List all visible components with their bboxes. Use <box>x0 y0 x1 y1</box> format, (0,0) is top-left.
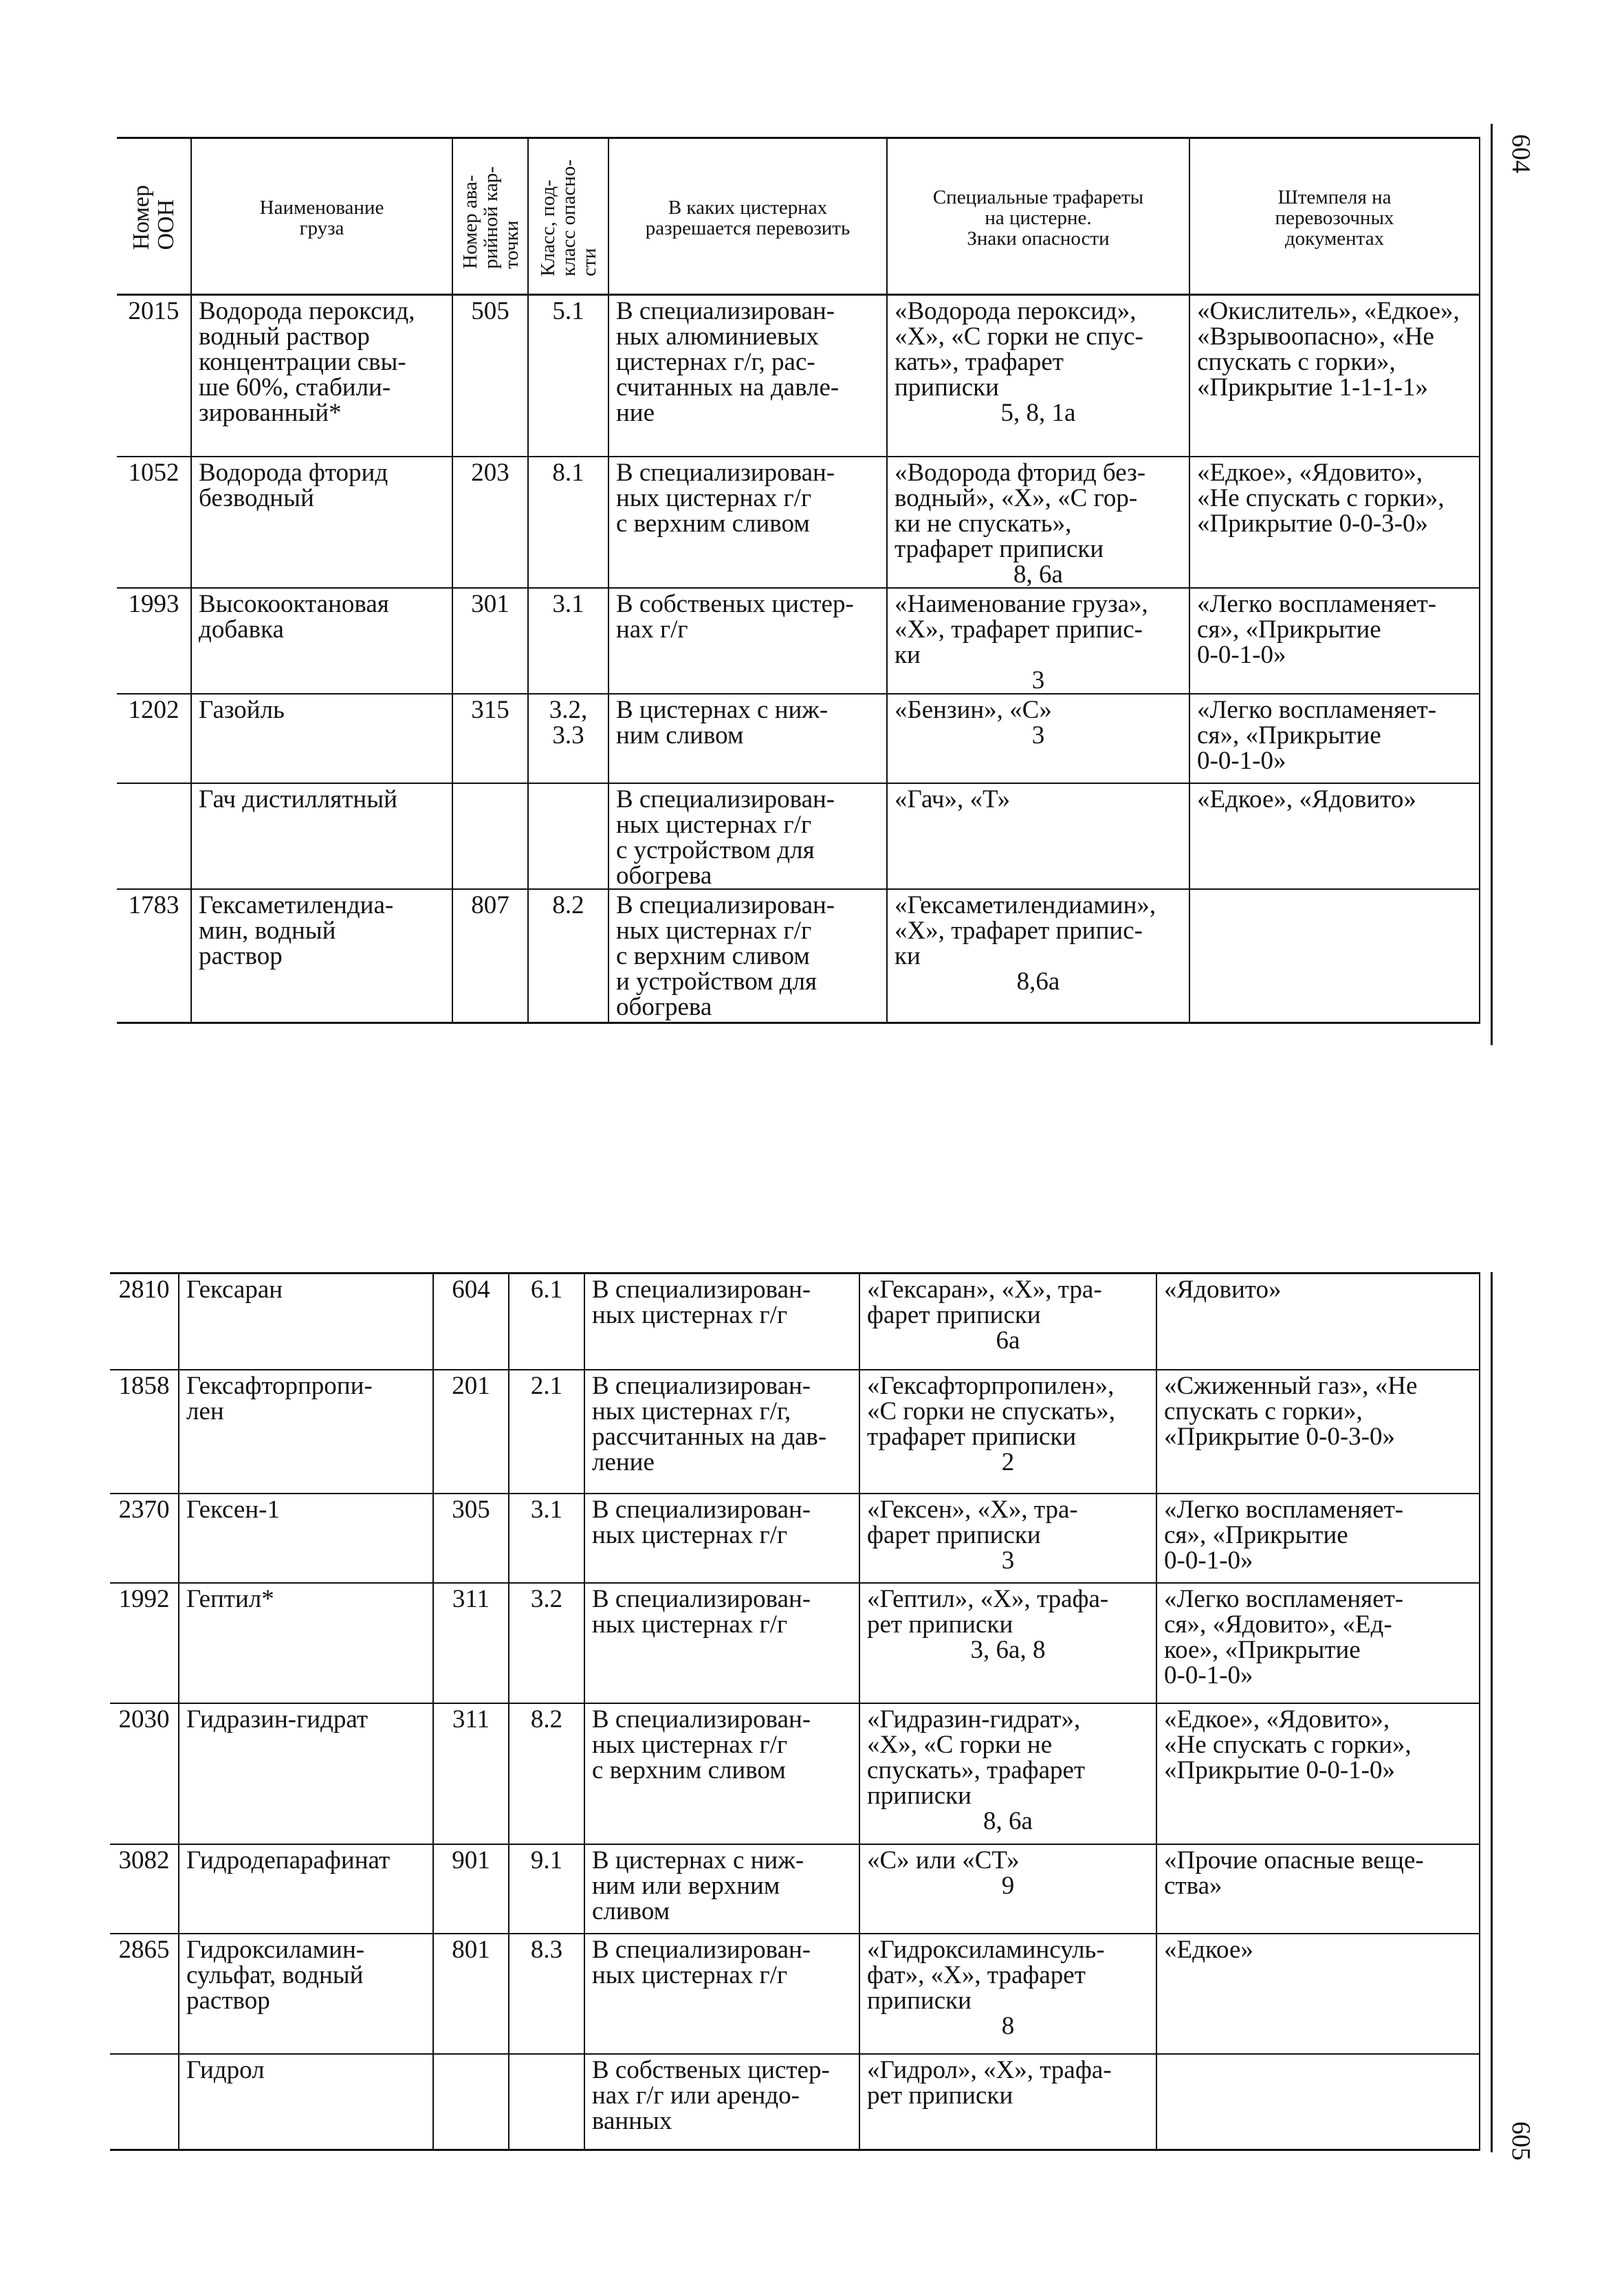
cargo-name-cell-text: Газойль <box>199 695 285 724</box>
table-row <box>117 783 1480 889</box>
table-row <box>117 295 1480 457</box>
tanks-cell <box>584 1370 859 1494</box>
hazard-signs-text: 2 <box>1001 1447 1015 1476</box>
cargo-name-cell <box>191 457 452 588</box>
emergency-card-cell <box>452 889 528 1023</box>
emergency-card-cell-text: 311 <box>452 1705 490 1734</box>
emergency-card-cell-text: 305 <box>452 1495 490 1524</box>
emergency-card-cell <box>452 694 528 783</box>
tanks-cell-text: В цистернах с ниж- ним или верхним сливом <box>592 1846 804 1925</box>
dangerous-goods-table-top <box>117 137 1480 1024</box>
tanks-cell <box>584 1703 859 1844</box>
stencil-cell <box>859 1583 1156 1703</box>
hazard-class-cell-text: 5.1 <box>552 297 584 325</box>
un-number-cell <box>110 1583 179 1703</box>
hazard-class-cell <box>528 694 608 783</box>
hazard-signs-text: 8 <box>1001 2011 1015 2040</box>
cargo-name-cell-text: Гидразин-гидрат <box>186 1705 369 1734</box>
emergency-card-cell-text: 301 <box>471 589 509 618</box>
table-row <box>117 889 1480 1023</box>
cargo-name-cell-text: Гидродепарафинат <box>186 1846 391 1874</box>
stencil-cell <box>859 1494 1156 1583</box>
hazard-class-cell-text: 3.1 <box>530 1495 563 1524</box>
emergency-card-cell-text: 311 <box>452 1584 490 1613</box>
stencil-cell <box>887 457 1189 588</box>
un-number-cell <box>117 295 191 457</box>
stencil-cell-text: «Гексаметилендиамин», «Х», трафарет припис- ки <box>895 890 1156 970</box>
table-row <box>110 1934 1480 2054</box>
un-number-cell <box>117 694 191 783</box>
table-row <box>110 1844 1480 1934</box>
page-number-604: 604 <box>1506 134 1535 173</box>
cargo-name-cell-text: Высокооктановая добавка <box>199 589 389 644</box>
stamps-cell-text: «Легко воспламеняет- ся», «Прикрытие 0-0-1-0» <box>1197 589 1437 669</box>
un-number-cell <box>110 1494 179 1583</box>
hazard-class-cell <box>528 889 608 1023</box>
cargo-name-cell <box>179 2054 433 2150</box>
tanks-cell-text: В специализирован- ных цистернах г/г <box>592 1935 811 1989</box>
tanks-cell <box>584 1273 859 1370</box>
un-number-cell-text: 1993 <box>128 589 179 618</box>
stencil-cell <box>859 1703 1156 1844</box>
stencil-cell <box>859 1370 1156 1494</box>
emergency-card-cell <box>452 295 528 457</box>
stamps-cell-text: «Едкое», «Ядовито» <box>1197 785 1416 813</box>
hazard-class-cell-text: 2.1 <box>530 1371 563 1400</box>
stamps-cell <box>1156 1370 1480 1494</box>
hazard-class-cell <box>509 1494 584 1583</box>
table-row <box>117 588 1480 694</box>
hazard-signs-text: 3, 6а, 8 <box>970 1635 1046 1664</box>
cargo-name-cell <box>179 1934 433 2054</box>
table-row <box>117 694 1480 783</box>
un-number-cell-text: 1202 <box>128 695 179 724</box>
tanks-cell <box>608 889 887 1023</box>
emergency-card-cell <box>433 1370 509 1494</box>
table-row <box>110 1703 1480 1844</box>
tanks-cell <box>608 783 887 889</box>
tanks-cell-text: В цистернах с ниж- ним сливом <box>616 695 829 750</box>
stencil-cell-text: «Гидразин-гидрат», «Х», «С горки не спускать», трафарет приписки <box>867 1705 1086 1810</box>
un-number-cell-text: 1858 <box>118 1371 170 1400</box>
stencil-cell-text: «С» или «СТ» <box>867 1846 1020 1874</box>
hazard-signs-text: 6а <box>996 1326 1020 1355</box>
stamps-cell-text: «Едкое», «Ядовито», «Не спускать с горки», «Прикрытие 0-0-3-0» <box>1197 458 1445 538</box>
tanks-cell-text: В специализирован- ных цистернах г/г с верхним сливом <box>592 1705 811 1784</box>
emergency-card-cell <box>433 1844 509 1934</box>
stamps-cell-text: «Едкое» <box>1164 1935 1253 1964</box>
un-number-cell <box>110 1703 179 1844</box>
hazard-signs-text: 8, 6а <box>1013 560 1063 589</box>
hazard-signs-text: 3 <box>1031 721 1045 750</box>
cargo-name-cell-text: Гексаран <box>186 1276 283 1304</box>
stamps-cell-text: «Прочие опасные веще- ства» <box>1164 1846 1424 1900</box>
emergency-card-cell-text: 901 <box>452 1846 490 1874</box>
stencil-cell <box>887 588 1189 694</box>
tanks-cell <box>608 457 887 588</box>
header-hazard-class: Класс, под- класс опасно- сти <box>528 138 608 295</box>
stencil-cell-text: «Гексафторпропилен», «С горки не спускать», трафарет приписки <box>867 1371 1116 1451</box>
tanks-cell <box>608 588 887 694</box>
un-number-cell-text: 1783 <box>128 890 179 919</box>
hazard-class-cell <box>509 1703 584 1844</box>
hazard-class-cell <box>509 1273 584 1370</box>
emergency-card-cell-text: 505 <box>471 297 509 325</box>
cargo-name-cell-text: Гексафторпропи- лен <box>186 1371 373 1425</box>
table-row <box>110 2054 1480 2150</box>
cargo-name-cell-text: Гидрол <box>186 2055 265 2084</box>
emergency-card-cell <box>452 588 528 694</box>
stamps-cell-text: «Ядовито» <box>1164 1276 1282 1304</box>
hazard-class-cell <box>509 1844 584 1934</box>
un-number-cell <box>110 1934 179 2054</box>
cargo-name-cell <box>179 1494 433 1583</box>
stencil-cell <box>859 1273 1156 1370</box>
stamps-cell-text: «Сжиженный газ», «Не спускать с горки», «Прикрытие 0-0-3-0» <box>1164 1371 1418 1451</box>
hazard-signs-text: 3 <box>1031 666 1045 695</box>
table-row <box>117 457 1480 588</box>
cargo-name-cell <box>191 295 452 457</box>
un-number-cell-text: 2865 <box>118 1935 170 1964</box>
stencil-cell-text: «Гач», «Т» <box>895 785 1011 813</box>
hazard-signs-text: 9 <box>1001 1871 1015 1900</box>
stamps-cell <box>1156 1703 1480 1844</box>
tanks-cell-text: В специализирован- ных цистернах г/г <box>592 1495 811 1549</box>
tanks-cell-text: В специализирован- ных цистернах г/г, рассчитанных на дав- ление <box>592 1371 827 1476</box>
stencil-cell-text: «Гептил», «Х», трафа- рет приписки <box>867 1584 1109 1639</box>
un-number-cell <box>110 1370 179 1494</box>
stamps-cell <box>1189 588 1480 694</box>
table-header-row <box>117 138 1480 295</box>
stencil-cell <box>887 295 1189 457</box>
tanks-cell-text: В специализирован- ных цистернах г/г с устройством для обогрева <box>616 785 835 890</box>
stamps-cell-text: «Окислитель», «Едкое», «Взрывоопасно», «Не спускать с горки», «Прикрытие 1-1-1-1» <box>1197 297 1460 402</box>
stencil-cell-text: «Бензин», «С» <box>895 695 1052 724</box>
cargo-name-cell <box>179 1583 433 1703</box>
un-number-cell-text: 1052 <box>128 458 179 487</box>
table-row <box>110 1273 1480 1370</box>
stencil-cell <box>887 694 1189 783</box>
cargo-name-cell-text: Гексаметилендиа- мин, водный раствор <box>199 890 394 970</box>
hazard-class-cell-text: 9.1 <box>530 1846 563 1874</box>
hazard-class-cell <box>509 2054 584 2150</box>
emergency-card-cell-text: 203 <box>471 458 509 487</box>
emergency-card-cell <box>433 1934 509 2054</box>
hazard-class-cell <box>509 1583 584 1703</box>
header-stencils: Специальные трафареты на цистерне. Знаки опасности <box>887 138 1189 295</box>
tanks-cell-text: В специализирован- ных цистернах г/г с верхним сливом и устройством для обогрева <box>616 890 835 1021</box>
header-un-number: Номер ООН <box>117 138 191 295</box>
emergency-card-cell-text: 315 <box>471 695 509 724</box>
stencil-cell-text: «Гидрол», «Х», трафа- рет приписки <box>867 2055 1112 2110</box>
un-number-cell <box>117 457 191 588</box>
header-stamps: Штемпеля на перевозочных документах <box>1189 138 1480 295</box>
cargo-name-cell <box>179 1370 433 1494</box>
cargo-name-cell <box>191 694 452 783</box>
stamps-cell-text: «Легко воспламеняет- ся», «Прикрытие 0-0-1-0» <box>1164 1495 1404 1575</box>
tanks-cell-text: В собственых цистер- нах г/г <box>616 589 854 644</box>
stencil-cell-text: «Гексаран», «Х», тра- фарет приписки <box>867 1276 1102 1329</box>
hazard-class-cell <box>528 295 608 457</box>
stamps-cell <box>1156 1583 1480 1703</box>
table-row <box>110 1494 1480 1583</box>
stamps-cell <box>1156 1934 1480 2054</box>
page-edge-rule-bottom <box>1491 1272 1493 2152</box>
stencil-cell-text: «Водорода фторид без- водный», «Х», «С гор- ки не спускать», трафарет приписки <box>895 458 1146 563</box>
cargo-name-cell <box>179 1703 433 1844</box>
emergency-card-cell-text: 604 <box>452 1276 490 1304</box>
hazard-class-cell <box>509 1934 584 2054</box>
tanks-cell-text: В специализирован- ных цистернах г/г <box>592 1276 811 1329</box>
hazard-class-cell-text: 3.1 <box>552 589 584 618</box>
stamps-cell <box>1156 1273 1480 1370</box>
un-number-cell-text: 2030 <box>118 1705 170 1734</box>
cargo-name-cell <box>179 1844 433 1934</box>
cargo-name-cell-text: Водорода пероксид, водный раствор концентрации свы- ше 60%, стабили- зированный* <box>199 297 415 427</box>
hazard-class-cell <box>528 588 608 694</box>
hazard-class-cell <box>528 783 608 889</box>
tanks-cell <box>584 2054 859 2150</box>
emergency-card-cell <box>433 1273 509 1370</box>
emergency-card-cell <box>433 1703 509 1844</box>
tanks-cell <box>608 694 887 783</box>
table-row <box>110 1370 1480 1494</box>
un-number-cell-text: 1992 <box>118 1584 170 1613</box>
stencil-cell-text: «Гексен», «Х», тра- фарет приписки <box>867 1495 1078 1549</box>
tanks-cell-text: В специализирован- ных цистернах г/г с верхним сливом <box>616 458 835 538</box>
stamps-cell <box>1156 2054 1480 2150</box>
dangerous-goods-table-bottom <box>110 1272 1480 2151</box>
stamps-cell <box>1189 457 1480 588</box>
header-tanks: В каких цистернах разрешается перевозить <box>608 138 887 295</box>
emergency-card-cell <box>433 2054 509 2150</box>
cargo-name-cell-text: Гидроксиламин- сульфат, водный раствор <box>186 1935 365 2015</box>
cargo-name-cell-text: Гач дистиллятный <box>199 785 397 813</box>
un-number-cell <box>117 588 191 694</box>
un-number-cell-text: 3082 <box>118 1846 170 1874</box>
cargo-name-cell-text: Гептил* <box>186 1584 274 1613</box>
emergency-card-cell-text: 801 <box>452 1935 490 1964</box>
stencil-cell-text: «Водорода пероксид», «Х», «С горки не спус- кать», трафарет приписки <box>895 297 1143 402</box>
cargo-name-cell <box>191 783 452 889</box>
emergency-card-cell <box>452 783 528 889</box>
un-number-cell-text: 2370 <box>118 1495 170 1524</box>
hazard-class-cell <box>528 457 608 588</box>
tanks-cell <box>608 295 887 457</box>
hazard-class-cell <box>509 1370 584 1494</box>
cargo-name-cell <box>179 1273 433 1370</box>
header-cargo-name: Наименование груза <box>191 138 452 295</box>
stencil-cell <box>887 783 1189 889</box>
hazard-class-cell-text: 6.1 <box>530 1276 563 1304</box>
un-number-cell <box>110 1844 179 1934</box>
un-number-cell-text: 2810 <box>118 1276 170 1304</box>
hazard-class-cell-text: 8.1 <box>552 458 584 487</box>
stamps-cell <box>1156 1844 1480 1934</box>
stamps-cell <box>1189 783 1480 889</box>
stencil-cell-text: «Наименование груза», «Х», трафарет припис- ки <box>895 589 1148 669</box>
hazard-class-cell-text: 8.2 <box>552 890 584 919</box>
hazard-signs-text: 3 <box>1001 1546 1015 1575</box>
un-number-cell <box>110 1273 179 1370</box>
un-number-cell <box>117 783 191 889</box>
emergency-card-cell <box>452 457 528 588</box>
un-number-cell <box>117 889 191 1023</box>
stamps-cell-text: «Легко воспламеняет- ся», «Прикрытие 0-0-1-0» <box>1197 695 1437 775</box>
stencil-cell-text: «Гидроксиламинсуль- фат», «Х», трафарет приписки <box>867 1935 1105 2015</box>
emergency-card-cell-text: 807 <box>471 890 509 919</box>
page-edge-rule-top <box>1491 124 1493 1045</box>
hazard-class-cell-text: 8.2 <box>530 1705 563 1734</box>
tanks-cell <box>584 1583 859 1703</box>
cargo-name-cell-text: Водорода фторид безводный <box>199 458 388 512</box>
hazard-signs-text: 5, 8, 1а <box>1000 399 1076 427</box>
table-row <box>110 1583 1480 1703</box>
page-number-605: 605 <box>1506 2121 1535 2161</box>
stamps-cell <box>1189 295 1480 457</box>
tanks-cell <box>584 1844 859 1934</box>
stencil-cell <box>859 2054 1156 2150</box>
un-number-cell-text: 2015 <box>128 297 179 325</box>
tanks-cell <box>584 1934 859 2054</box>
hazard-signs-text: 8,6а <box>1016 967 1060 996</box>
emergency-card-cell <box>433 1583 509 1703</box>
emergency-card-cell-text: 201 <box>452 1371 490 1400</box>
cargo-name-cell <box>191 889 452 1023</box>
stencil-cell <box>887 889 1189 1023</box>
stencil-cell <box>859 1844 1156 1934</box>
cargo-name-cell-text: Гексен-1 <box>186 1495 280 1524</box>
hazard-class-cell-text: 3.2 <box>530 1584 563 1613</box>
tanks-cell-text: В специализирован- ных цистернах г/г <box>592 1584 811 1639</box>
tanks-cell <box>584 1494 859 1583</box>
un-number-cell <box>110 2054 179 2150</box>
hazard-class-cell-text: 8.3 <box>530 1935 563 1964</box>
emergency-card-cell <box>433 1494 509 1583</box>
stencil-cell <box>859 1934 1156 2054</box>
cargo-name-cell <box>191 588 452 694</box>
stamps-cell <box>1189 694 1480 783</box>
hazard-class-cell-text: 3.2, 3.3 <box>549 695 588 750</box>
stamps-cell <box>1156 1494 1480 1583</box>
tanks-cell-text: В собственых цистер- нах г/г или арендо- ванных <box>592 2055 830 2135</box>
hazard-signs-text: 8, 6а <box>983 1806 1033 1835</box>
stamps-cell <box>1189 889 1480 1023</box>
stamps-cell-text: «Легко воспламеняет- ся», «Ядовито», «Ед- кое», «Прикрытие 0-0-1-0» <box>1164 1584 1404 1690</box>
header-emergency-card: Номер ава- рийной кар- точки <box>452 138 528 295</box>
stamps-cell-text: «Едкое», «Ядовито», «Не спускать с горки», «Прикрытие 0-0-1-0» <box>1164 1705 1412 1784</box>
tanks-cell-text: В специализирован- ных алюминиевых цистернах г/г, рас- считанных на давле- ние <box>616 297 840 427</box>
